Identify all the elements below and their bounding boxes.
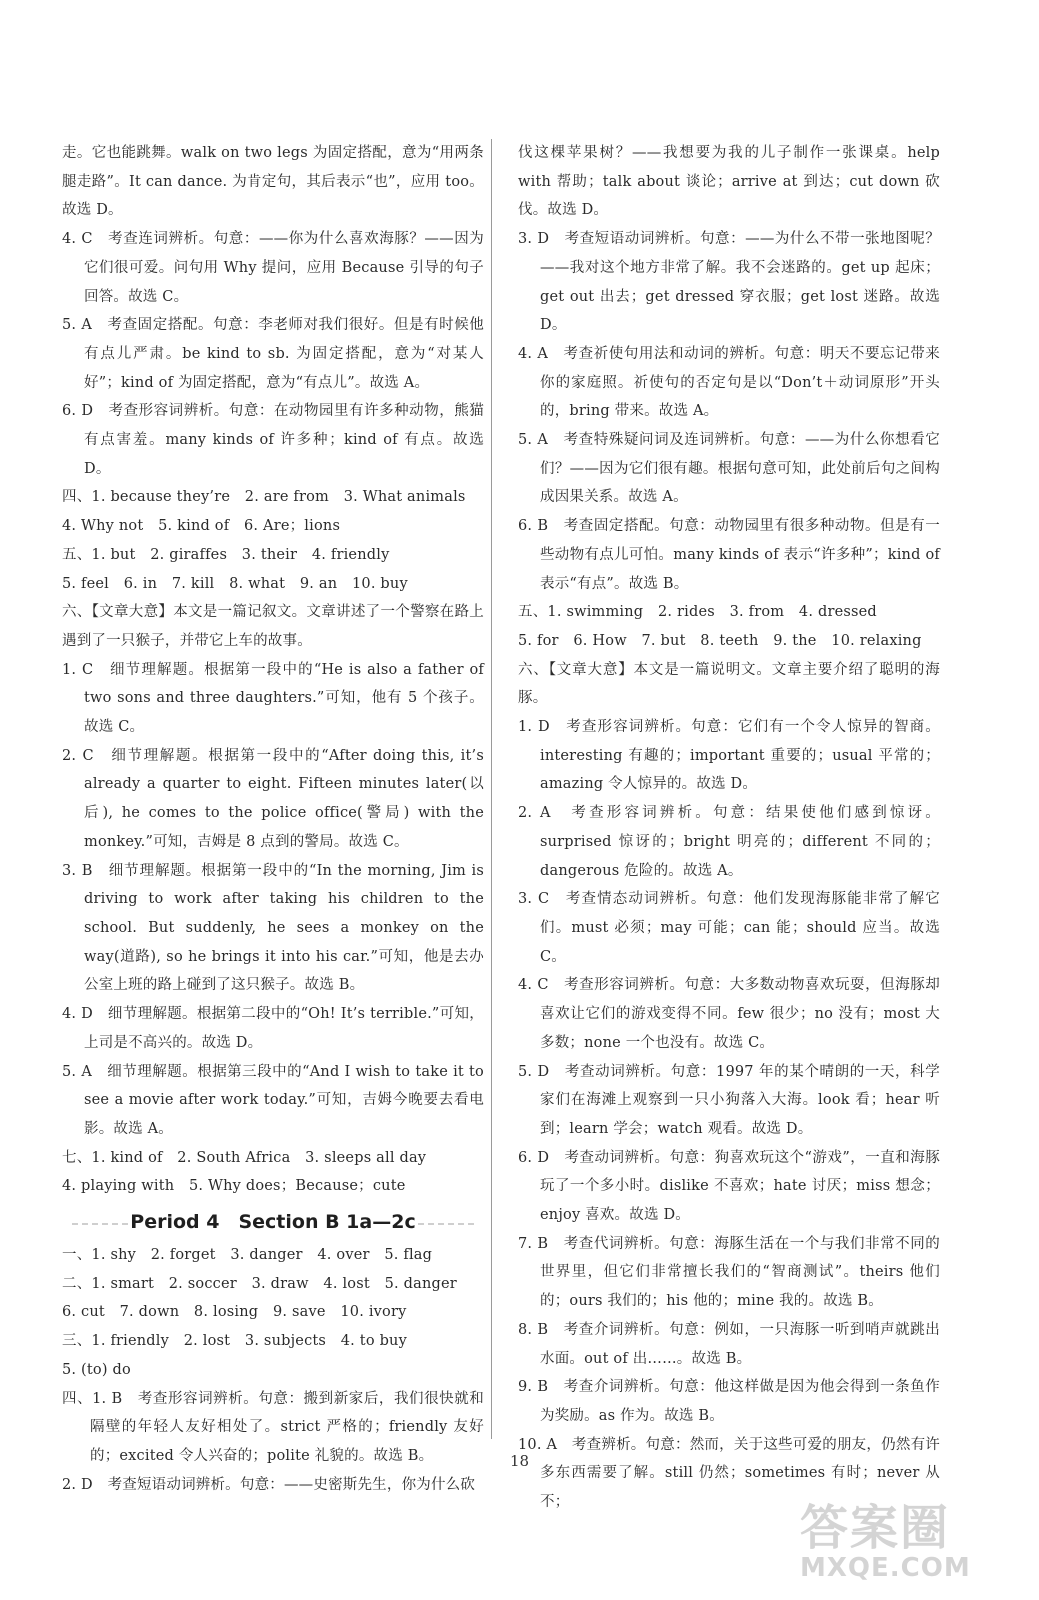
section-heading: Period 4 Section B 1a—2c [62,1207,484,1239]
answer-paragraph: 四、1. B 考查形容词辨析。句意：搬到新家后，我们很快就和隔壁的年轻人友好相处了。strict 严格的；friendly 友好的；excited 令人兴奋的；polite 礼貌的。故选 B。 [62,1390,484,1464]
answer-paragraph: 6. D 考查动词辨析。句意：狗喜欢玩这个“游戏”，一直和海豚玩了一个多小时。dislike 不喜欢；hate 讨厌；miss 想念；enjoy 喜欢。故选 D。 [518,1149,940,1224]
answer-paragraph: 3. B 细节理解题。根据第一段中的“In the morning, Jim is driving to work after taking his children to the school. But suddenly, he sees a monkey on the way(道路), so he brings it into his car.”可知，他是去办公室上班的路上碰到了这只猴子。故选 B。 [62,862,484,994]
answer-line: 二、1. smart 2. soccer 3. draw 4. lost 5. danger [62,1275,457,1292]
answer-paragraph: 2. C 细节理解题。根据第一段中的“After doing this, it’s already a quarter to eight. Fifteen minutes later(以后), he comes to the police office(警局) with the monkey.”可知，吉姆是 8 点到的警局。故选 C。 [62,747,484,850]
answer-paragraph: 9. B 考查介词辨析。句意：他这样做是因为他会得到一条鱼作为奖励。as 作为。故选 B。 [518,1379,940,1424]
answer-line: 一、1. shy 2. forget 3. danger 4. over 5. flag [62,1247,433,1264]
answer-paragraph: 3. C 考查情态动词辨析。句意：他们发现海豚能非常了解它们。must 必须；may 可能；can 能；should 应当。故选 C。 [518,891,940,965]
left-column [62,139,484,1499]
answer-line: 5. feel 6. in 7. kill 8. what 9. an 10. buy [62,575,408,592]
answer-paragraph: 7. B 考查代词辨析。句意：海豚生活在一个与我们非常不同的世界里，但它们非常擅长我们的“智商测试”。theirs 他们的；ours 我们的；his 他的；mine 我的。故选 B。 [518,1235,940,1310]
answer-paragraph: 1. C 细节理解题。根据第一段中的“He is also a father of two sons and three daughters.”可知，他有 5 个孩子。故选 C。 [62,661,484,736]
answer-paragraph: 2. D 考查短语动词辨析。句意：——史密斯先生，你为什么砍 [62,1476,476,1493]
watermark-logo [800,1502,1030,1588]
page-number: 18 [509,1452,530,1470]
answer-paragraph: 3. D 考查短语动词辨析。句意：——为什么不带一张地图呢？——我对这个地方非常了解。我不会迷路的。get up 起床；get out 出去；get dressed 穿衣服；get lost 迷路。故选 D。 [518,231,940,334]
answer-paragraph: 走。它也能跳舞。walk on two legs 为固定搭配，意为“用两条腿走路”。It can dance. 为肯定句，其后表示“也”，应用 too。故选 D。 [62,145,484,219]
watermark-url: MXQE.COM [800,1553,971,1583]
right-column [518,139,940,1517]
answer-paragraph: 1. D 考查形容词辨析。句意：它们有一个令人惊异的智商。interesting 有趣的；important 重要的；usual 平常的；amazing 令人惊异的。故选 D。 [518,719,940,793]
answer-paragraph: 6. B 考查固定搭配。句意：动物园里有很多种动物。但是有一些动物有点儿可怕。many kinds of 表示“许多种”；kind of 表示“有点”。故选 B。 [518,518,940,592]
answer-line: 4. playing with 5. Why does；Because；cute [62,1178,406,1195]
answer-paragraph: 10. A 考查辨析。句意：然而，关于这些可爱的朋友，仍然有许多东西需要了解。still 仍然；sometimes 有时；never 从不； [518,1436,940,1511]
answer-paragraph: 4. A 考查祈使句用法和动词的辨析。句意：明天不要忘记带来你的家庭照。祈使句的否定句是以“Don’t＋动词原形”开头的，bring 带来。故选 A。 [518,345,940,420]
answer-line: 七、1. kind of 2. South Africa 3. sleeps all day [62,1149,427,1166]
answer-paragraph: 5. A 考查固定搭配。句意：李老师对我们很好。但是有时候他有点儿严肃。be kind to sb. 为固定搭配，意为“对某人好”；kind of 为固定搭配，意为“有点儿”。故选 A。 [62,317,484,391]
answer-line: 6. cut 7. down 8. losing 9. save 10. ivory [62,1304,407,1321]
answer-paragraph: 2. A 考查形容词辨析。句意：结果使他们感到惊讶。surprised 惊讶的；bright 明亮的；different 不同的；dangerous 危险的。故选 A。 [518,805,940,879]
answer-paragraph: 5. A 考查特殊疑问词及连词辨析。句意：——为什么你想看它们？——因为它们很有趣。根据句意可知，此处前后句之间构成因果关系。故选 A。 [518,432,940,506]
answer-paragraph: 伐这棵苹果树？——我想要为我的儿子制作一张课桌。help with 帮助；talk about 谈论；arrive at 到达；cut down 砍伐。故选 D。 [518,145,940,219]
answer-line: 五、1. swimming 2. rides 3. from 4. dressed [518,604,877,621]
answer-paragraph: 5. A 细节理解题。根据第三段中的“And I wish to take it to see a movie after work today.”可知，吉姆今晚要去看电影。故选 A。 [62,1063,484,1137]
column-divider [491,139,492,1439]
answer-paragraph: 8. B 考查介词辨析。句意：例如，一只海豚一听到哨声就跳出水面。out of 出……。故选 B。 [518,1321,940,1367]
passage-summary: 六、【文章大意】本文是一篇说明文。文章主要介绍了聪明的海豚。 [518,661,940,707]
answer-paragraph: 4. D 细节理解题。根据第二段中的“Oh! It’s terrible.”可知，上司是不高兴的。故选 D。 [62,1006,484,1051]
answer-line: 5. for 6. How 7. but 8. teeth 9. the 10. relaxing [518,632,922,649]
passage-summary: 六、【文章大意】本文是一篇记叙文。文章讲述了一个警察在路上遇到了一只猴子，并带它上车的故事。 [62,604,484,649]
answer-paragraph: 4. C 考查连词辨析。句意：——你为什么喜欢海豚？——因为它们很可爱。问句用 Why 提问，应用 Because 引导的句子回答。故选 C。 [62,231,484,305]
answer-paragraph: 4. C 考查形容词辨析。句意：大多数动物喜欢玩耍，但海豚却喜欢让它们的游戏变得不同。few 很少；no 没有；most 大多数；none 一个也没有。故选 C。 [518,977,940,1051]
answer-line: 四、1. because they’re 2. are from 3. What animals [62,489,466,506]
answer-line: 五、1. but 2. giraffes 3. their 4. friendly [62,546,390,563]
answer-paragraph: 6. D 考查形容词辨析。句意：在动物园里有许多种动物，熊猫有点害羞。many kinds of 许多种；kind of 有点。故选 D。 [62,403,484,477]
answer-paragraph: 5. D 考查动词辨析。句意：1997 年的某个晴朗的一天，科学家们在海滩上观察到一只小狗落入大海。look 看；hear 听到；learn 学会；watch 观看。故选 D。 [518,1063,940,1137]
answer-line: 三、1. friendly 2. lost 3. subjects 4. to buy [62,1333,407,1350]
watermark-logo-text: 答案圈 [800,1500,951,1556]
answer-line: 5. (to) do [62,1361,131,1378]
answer-line: 4. Why not 5. kind of 6. Are；lions [62,518,341,535]
